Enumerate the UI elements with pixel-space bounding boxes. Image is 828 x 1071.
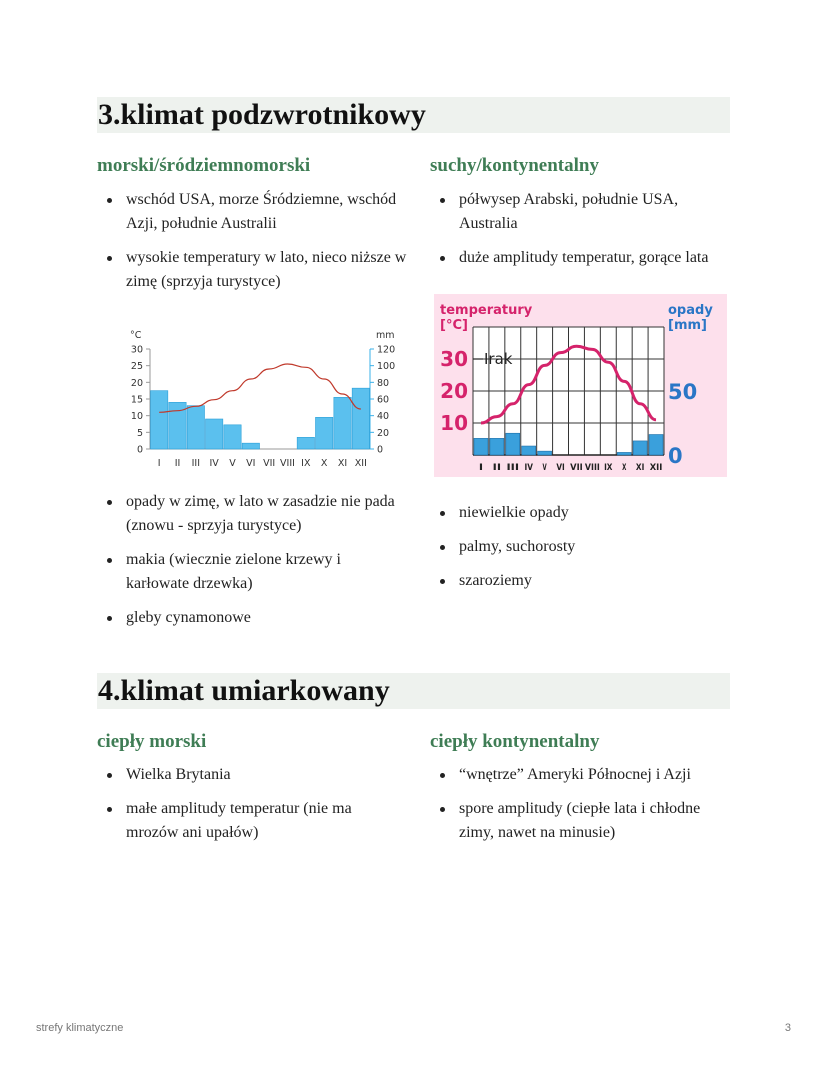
x-tick-label: IX (301, 458, 311, 469)
list-item: palmy, suchorosty (430, 535, 730, 559)
y-right-unit-label: mm (376, 330, 395, 341)
precipitation-bar (474, 438, 488, 455)
precipitation-bar (538, 451, 552, 455)
y-left-axis-label-line: temperatury (440, 303, 533, 318)
y-left-tick-label: 0 (136, 444, 143, 456)
y-right-axis-label (668, 303, 713, 333)
x-tick-label: VI (556, 463, 565, 473)
x-tick-label: IX (604, 463, 614, 473)
x-tick-label: V (229, 458, 236, 469)
y-right-axis-label-line: opady (668, 303, 713, 318)
bullet-list-dry-bottom (430, 501, 730, 603)
subheading-warm-continental: ciepły kontynentalny (430, 731, 600, 752)
list-item: makia (wiecznie zielone krzewy i karłowate drzewka) (97, 548, 407, 596)
x-tick-label: II (174, 458, 181, 469)
bullet-list-mediterranean-bottom (97, 490, 407, 640)
list-item: wysokie temperatury w lato, nieco niższe w zimę (sprzyja turystyce) (97, 246, 407, 294)
y-left-tick-label: 30 (130, 344, 143, 356)
list-item: szaroziemy (430, 569, 730, 593)
y-left-tick-label: 5 (136, 427, 143, 439)
x-tick-label: XII (649, 463, 663, 473)
precipitation-bar (633, 441, 647, 455)
list-item: spore amplitudy (ciepłe lata i chłodne zimy, nawet na minusie) (430, 797, 730, 845)
y-right-tick-label: 40 (377, 411, 390, 423)
y-left-unit-label: °C (130, 330, 142, 341)
section-title-3: 3.klimat podzwrotnikowy (97, 97, 730, 133)
temperature-line (159, 364, 361, 412)
y-right-tick-label: 50 (668, 380, 698, 404)
y-left-tick-label: 20 (440, 379, 468, 403)
precipitation-bar (242, 443, 259, 449)
footer-document-title: strefy klimatyczne (36, 1022, 124, 1034)
y-left-tick-label: 30 (440, 347, 468, 371)
list-item: opady w zimę, w lato w zasadzie nie pada (znowu - sprzyja turystyce) (97, 490, 407, 538)
y-left-tick-label: 15 (130, 394, 143, 406)
bullet-list-warm-maritime (97, 763, 407, 855)
y-left-tick-label: 10 (440, 411, 468, 435)
precipitation-bar (151, 391, 168, 449)
bullet-list-mediterranean-top (97, 188, 407, 304)
y-right-tick-label: 0 (377, 444, 384, 456)
precipitation-bar (316, 417, 333, 449)
x-tick-label: XI (635, 463, 645, 473)
y-right-axis-label-line: [mm] (668, 318, 707, 333)
list-item: gleby cynamonowe (97, 606, 407, 630)
subheading-mediterranean: morski/śródziemnomorski (97, 155, 311, 176)
list-item: niewielkie opady (430, 501, 730, 525)
precipitation-bar (490, 438, 504, 455)
x-tick-label: VII (263, 458, 276, 469)
precipitation-bar (334, 397, 351, 449)
precipitation-bar (649, 435, 663, 455)
section-title-4: 4.klimat umiarkowany (97, 673, 730, 709)
list-item: wschód USA, morze Śródziemne, wschód Azji, południe Australii (97, 188, 407, 236)
footer-page-number: 3 (784, 1022, 791, 1034)
y-right-tick-label: 60 (377, 394, 390, 406)
y-left-tick-label: 10 (130, 411, 143, 423)
y-right-tick-label: 100 (377, 361, 396, 373)
list-item: półwysep Arabski, południe USA, Australia (430, 188, 730, 236)
x-tick-label: V (542, 463, 548, 473)
y-right-tick-label: 120 (377, 344, 396, 356)
bullet-list-dry-top (430, 188, 730, 280)
y-left-tick-label: 20 (130, 377, 143, 389)
bullet-list-warm-continental (430, 763, 730, 855)
x-tick-label: X (622, 463, 627, 473)
subheading-dry-continental: suchy/kontynentalny (430, 155, 599, 176)
y-right-tick-label: 80 (377, 377, 390, 389)
x-tick-label: VII (570, 463, 583, 473)
climate-chart-irak (434, 294, 727, 477)
precipitation-bar (224, 425, 241, 449)
x-tick-label: II (492, 463, 502, 473)
annotation-label: Irak (484, 350, 513, 368)
subheading-warm-maritime: ciepły morski (97, 731, 207, 752)
x-tick-label: IV (209, 458, 219, 469)
x-tick-label: III (191, 458, 201, 469)
precipitation-bar (522, 446, 536, 455)
precipitation-bar (187, 406, 204, 449)
list-item: Wielka Brytania (97, 763, 407, 787)
y-right-tick-label: 0 (668, 444, 683, 468)
precipitation-bar (506, 433, 520, 455)
y-right-tick-label: 20 (377, 427, 390, 439)
x-tick-label: VI (246, 458, 256, 469)
precipitation-bar (617, 452, 631, 455)
x-tick-label: I (478, 463, 484, 473)
y-left-tick-label: 25 (130, 361, 143, 373)
precipitation-bar (352, 388, 369, 449)
list-item: duże amplitudy temperatur, gorące lata (430, 246, 730, 270)
x-tick-label: VIII (280, 458, 295, 469)
x-tick-label: XII (354, 458, 367, 469)
x-tick-label: IV (524, 463, 534, 473)
y-left-axis-label-line: [°C] (440, 318, 468, 333)
climate-chart-mediterranean (118, 326, 408, 474)
x-tick-label: XI (337, 458, 348, 469)
x-tick-label: I (157, 458, 161, 469)
precipitation-bar (297, 437, 314, 449)
x-tick-label: III (506, 463, 520, 473)
precipitation-bar (206, 419, 223, 449)
list-item: “wnętrze” Ameryki Północnej i Azji (430, 763, 730, 787)
x-tick-label: VIII (584, 463, 600, 473)
x-tick-label: X (320, 458, 328, 469)
list-item: małe amplitudy temperatur (nie ma mrozów ani upałów) (97, 797, 407, 845)
